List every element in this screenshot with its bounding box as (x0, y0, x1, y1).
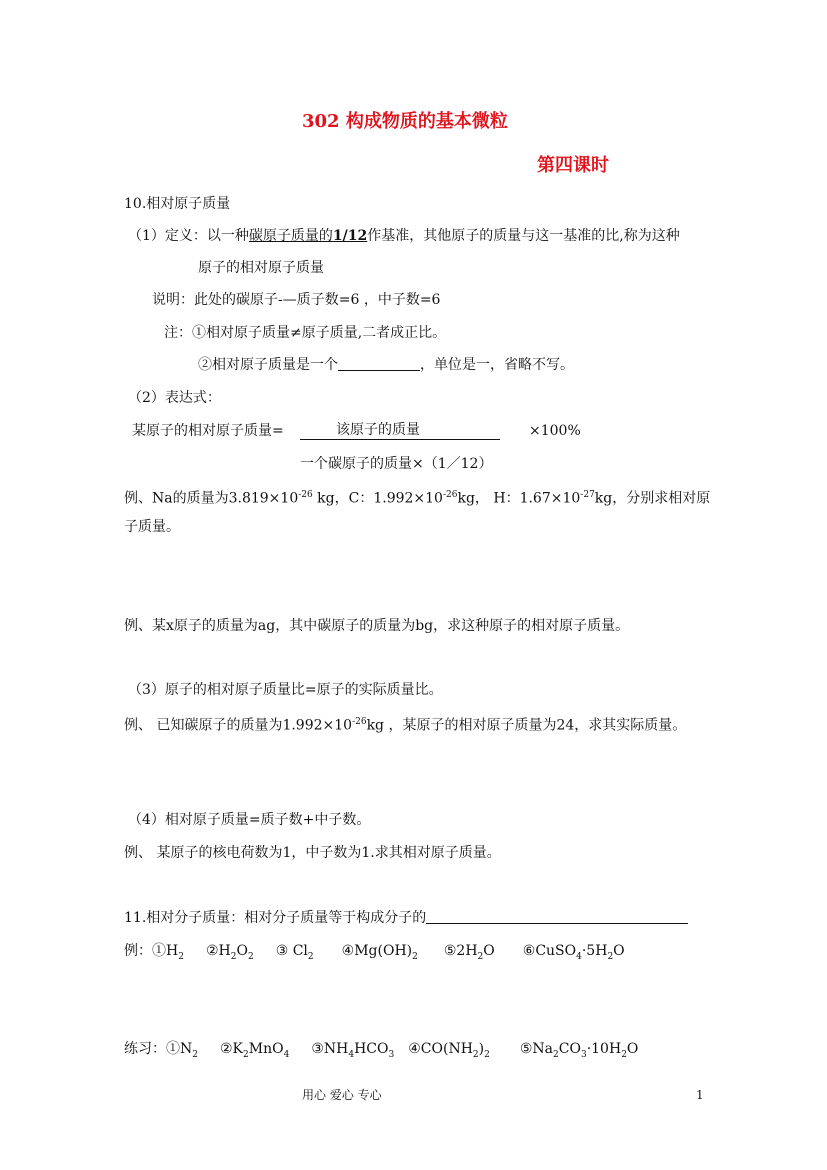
note-explain: 说明：此处的碳原子-—质子数=6 ，中子数=6 (152, 292, 441, 308)
examples-formulas (152, 943, 625, 962)
expression-left: 某原子的相对原子质量= (132, 423, 284, 439)
formula-text: CO(NH (420, 1041, 473, 1057)
formula-text: HCO (354, 1041, 389, 1057)
example-1-text-b: kg，C：1.992×10 (312, 490, 443, 507)
formula-subscript: 2 (472, 1049, 479, 1060)
example-2: 例、某x原子的质量为ag，其中碳原子的质量为bg，求这种原子的相对原子质量。 (124, 618, 630, 634)
formula-text: CO (558, 1041, 581, 1057)
formula-text: MnO (248, 1041, 284, 1057)
formula-subscript: 2 (178, 951, 184, 962)
definition-line-2: 原子的相对原子质量 (198, 260, 324, 276)
formula-subscript: 4 (348, 1049, 355, 1060)
expression-heading: （2）表达式： (128, 390, 221, 406)
formula-text: ) (478, 1041, 485, 1057)
footer-motto: 用心 爱心 专心 (302, 1088, 382, 1102)
formula-subscript: 2 (192, 1049, 198, 1060)
expression-numerator (300, 421, 500, 440)
formula-marker: ⑤ (519, 1041, 533, 1057)
example-1 (124, 485, 710, 509)
formula-subscript: 4 (283, 1049, 290, 1060)
formula-marker: ④ (341, 943, 355, 959)
formula-subscript: 3 (388, 1049, 395, 1060)
formula-item (522, 943, 625, 962)
formula-subscript: 2 (230, 951, 237, 962)
formula-text: H (166, 943, 179, 959)
formula-text: Cl (292, 943, 308, 959)
formula-subscript: 3 (580, 1049, 587, 1060)
definition-fraction: 1/12 (332, 228, 368, 244)
formula-item (219, 1041, 290, 1060)
formula-item (152, 943, 184, 962)
formula-text: O (626, 1041, 639, 1057)
section-11-text: 11.相对分子质量：相对分子质量等于构成分子的 (124, 910, 427, 926)
definition-prefix: （1）定义：以一种 (128, 228, 249, 244)
example-3-text-b: kg ，某原子的相对原子质量为24，求其实际质量。 (366, 717, 687, 734)
formula-marker: ③ (311, 1041, 324, 1057)
page-title: 302 构成物质的基本微粒 (302, 111, 508, 132)
formula-text: O (236, 943, 248, 959)
note-2 (198, 355, 574, 375)
page-number: 1 (696, 1088, 704, 1102)
formula-subscript: 4 (576, 951, 582, 962)
exponent: -26 (352, 717, 367, 727)
note-2-suffix: ，单位是一，省略不写。 (420, 357, 574, 373)
formula-text: Na (532, 1041, 554, 1057)
point-3: （3）原子的相对原子质量比=原子的实际质量比。 (128, 682, 443, 698)
numerator-text: 该原子的质量 (336, 422, 420, 438)
formula-subscript: 2 (484, 1049, 490, 1060)
example-3 (124, 712, 686, 736)
example-1-text-c: kg， H：1.67×10 (457, 490, 581, 507)
formula-marker: ② (219, 1041, 233, 1057)
note-1: 注：①相对原子质量≠原子质量,二者成正比。 (164, 325, 447, 341)
formula-item (443, 943, 495, 962)
example-1-text-a: 例、Na的质量为3.819×10 (124, 490, 299, 507)
formula-text: Mg(OH) (354, 943, 413, 959)
formula-marker: ① (166, 1041, 180, 1057)
example-4: 例、 某原子的核电荷数为1，中子数为1.求其相对原子质量。 (124, 845, 501, 861)
point-4: （4）相对原子质量=质子数+中子数。 (128, 812, 371, 828)
formula-text: ·10H (586, 1041, 622, 1057)
formula-item (408, 1041, 490, 1060)
formula-marker: ⑤ (443, 943, 457, 959)
formula-marker: ① (152, 943, 166, 959)
fill-in-blank[interactable] (338, 356, 420, 371)
formula-marker: ④ (408, 1041, 421, 1057)
formula-text: N (180, 1041, 193, 1057)
formula-subscript: 2 (477, 951, 484, 962)
formula-marker: ② (205, 943, 219, 959)
practice-label: 练习： (124, 1041, 166, 1057)
formula-item (166, 1041, 198, 1060)
example-1-text-d: kg，分别求相对原 (594, 490, 711, 507)
practice-row (124, 1039, 638, 1065)
formula-text: NH (323, 1041, 349, 1057)
example-3-text-a: 例、 已知碳原子的质量为1.992×10 (124, 717, 353, 734)
formula-item (311, 1041, 395, 1060)
formula-item (519, 1041, 639, 1060)
formula-text: O (483, 943, 495, 959)
exponent: -26 (298, 490, 313, 500)
formula-subscript: 2 (412, 951, 418, 962)
note-2-prefix: ②相对原子质量是一个 (198, 357, 338, 373)
formula-subscript: 2 (247, 951, 254, 962)
exponent: -27 (580, 490, 595, 500)
formula-subscript: 2 (607, 951, 614, 962)
formula-text: O (613, 943, 625, 959)
example-1-line-2: 子质量。 (124, 519, 180, 535)
formula-text: 2H (456, 943, 478, 959)
practice-formulas (166, 1041, 639, 1060)
lesson-subtitle: 第四课时 (537, 155, 609, 176)
formula-text: CuSO (535, 943, 577, 959)
examples-row (124, 941, 625, 967)
examples-label: 例： (124, 943, 152, 959)
fill-in-blank[interactable] (426, 909, 688, 924)
formula-text: H (218, 943, 231, 959)
formula-subscript: 2 (621, 1049, 627, 1060)
formula-subscript: 2 (243, 1049, 249, 1060)
expression-denominator: 一个碳原子的质量×（1／12） (300, 456, 493, 472)
formula-marker: ③ (275, 943, 293, 959)
definition-underlined: 碳原子质量的 (248, 228, 333, 244)
section-10-heading: 10.相对原子质量 (124, 196, 231, 212)
expression-percent: ×100% (529, 423, 581, 439)
formula-item (205, 943, 254, 962)
exponent: -26 (442, 490, 458, 500)
formula-item (341, 943, 418, 962)
formula-text: ·5H (581, 943, 608, 959)
formula-subscript: 2 (553, 1049, 559, 1060)
definition-suffix: 作基准，其他原子的质量与这一基准的比,称为这种 (367, 228, 680, 244)
formula-subscript: 2 (307, 951, 314, 962)
definition-line (128, 226, 680, 246)
section-11-heading (124, 908, 688, 928)
formula-text: K (232, 1041, 244, 1057)
formula-marker: ⑥ (522, 943, 536, 959)
formula-item (275, 943, 314, 962)
